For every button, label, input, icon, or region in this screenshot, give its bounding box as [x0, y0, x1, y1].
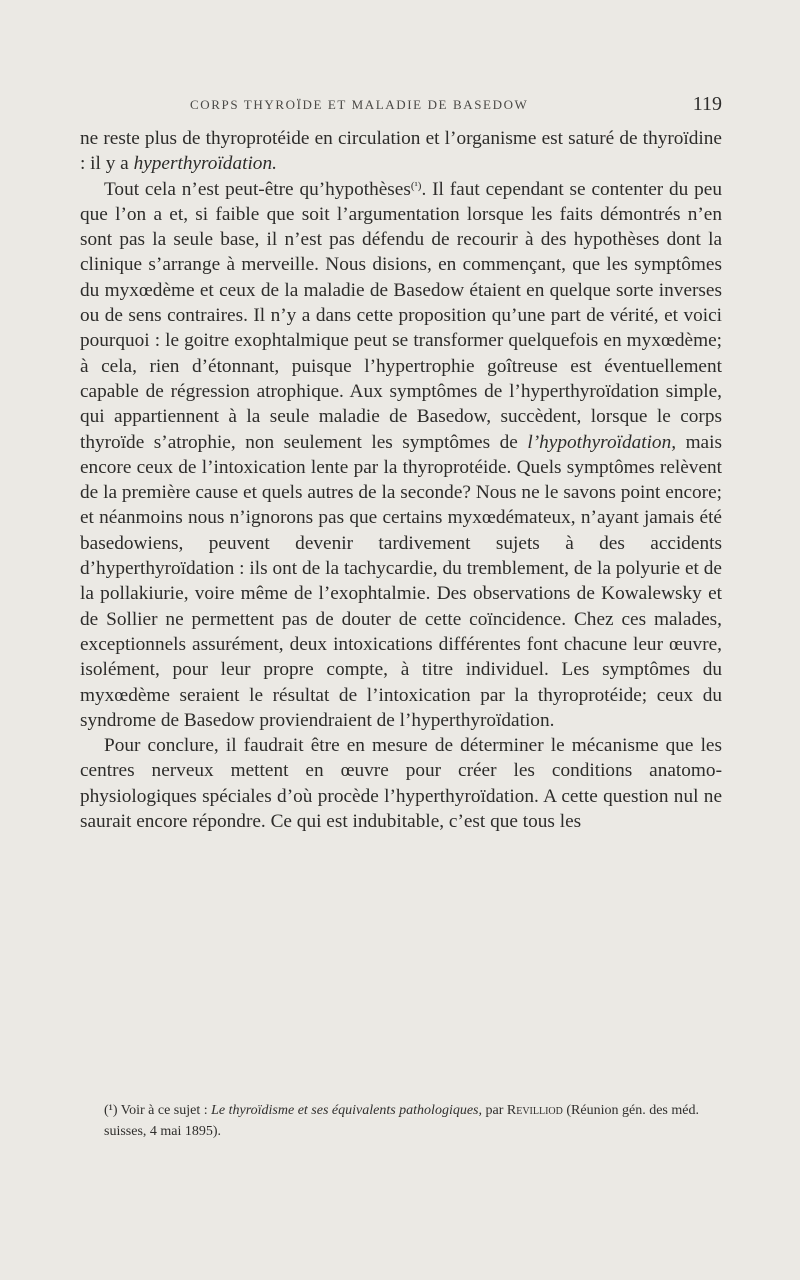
page-header — [80, 93, 722, 119]
footnote-lead: Voir à ce sujet : — [117, 1103, 212, 1118]
paragraph-1-text: ne reste plus de thyroprotéide en circulation et l’organisme est saturé de thyroïdine : il y a — [80, 128, 722, 175]
page-number: 119 — [692, 93, 722, 115]
paragraph-2-text-a: Tout cela n’est peut-être qu’hypothèses — [104, 178, 411, 200]
footnote — [80, 1100, 722, 1142]
paragraph-2-text-b: . Il faut cependant se contenter du peu que l’on a et, si faible que soit l’argumentation lorsque les faits démontrés n’en sont pas la seule base, il n’est pas défendu de recourir à des hypothèses dont la clinique s’arrange à merveille. Nous disions, en commençant, que les symptômes du myxœdème et ceux de la maladie de Basedow étaient en quelque sorte inverses ou de sens contraires. Il n’y a dans cette proposition qu’une part de vérité, et voici pourquoi : le goitre exophtalmique peut se transformer quelquefois en myxœdème; à cela, rien d’étonnant, puisque l’hypertrophie goîtreuse est éventuellement capable de régression atrophique. Aux symptômes de l’hyperthyroïdation simple, qui appartiennent à la seule maladie de Basedow, succèdent, lorsque le corps thyroïde s’atrophie, non seulement les symptômes de — [80, 178, 722, 453]
paragraph-2 — [80, 177, 722, 734]
paragraph-3 — [80, 733, 722, 834]
paragraph-3-text: Pour conclure, il faudrait être en mesure de déterminer le mécanisme que les centres nerveux mettent en œuvre pour créer les conditions anatomo-physiologiques spéciales d’où procède l’hyperthyroïdation. A cette question nul ne saurait encore répondre. Ce qui est indubitable, c’est que tous les — [80, 735, 722, 833]
footnote-reference[interactable]: (¹) — [410, 179, 422, 192]
footnote-text — [80, 1100, 722, 1142]
footnote-marker: (¹) — [104, 1103, 118, 1118]
paragraph-1 — [80, 126, 722, 177]
footnote-by: par — [482, 1103, 507, 1118]
paragraph-2-text-c: mais encore ceux de l’intoxication lente par la thyroprotéide. Quels symptômes relèvent de la première cause et quels autres de la seconde? Nous ne le savons point encore; et néanmoins nous n’ignorons pas que certains myxœdémateux, n’ayant jamais été basedowiens, peuvent devenir tardivement sujets à des accidents d’hyperthyroïdation : ils ont de la tachycardie, du tremblement, de la polyurie et de la pollakiurie, voire même de l’exophtalmie. Des observations de Kowalewsky et de Sollier ne permettent pas de douter de cette coïncidence. Chez ces malades, exceptionnels assurément, deux intoxications différentes font chacune leur œuvre, isolément, pour leur propre compte, à titre individuel. Les symptômes du myxœdème seraient le résultat de l’intoxication par la thyroprotéide; ceux du syndrome de Basedow proviendraient de l’hyperthyroïdation. — [80, 431, 722, 731]
footnote-author: Revilliod — [506, 1103, 563, 1118]
footnote-source: (Réunion gén. des méd. suisses, 4 mai 1895). — [104, 1103, 699, 1139]
paragraph-1-emphasis: hyperthyroïdation. — [133, 153, 277, 175]
body-text — [80, 126, 722, 834]
paragraph-2-emphasis: l’hypothyroïdation, — [527, 431, 677, 453]
running-head: CORPS THYROÏDE ET MALADIE DE BASEDOW — [190, 97, 529, 112]
footnote-title: Le thyroïdisme et ses équivalents pathologiques, — [211, 1103, 482, 1118]
